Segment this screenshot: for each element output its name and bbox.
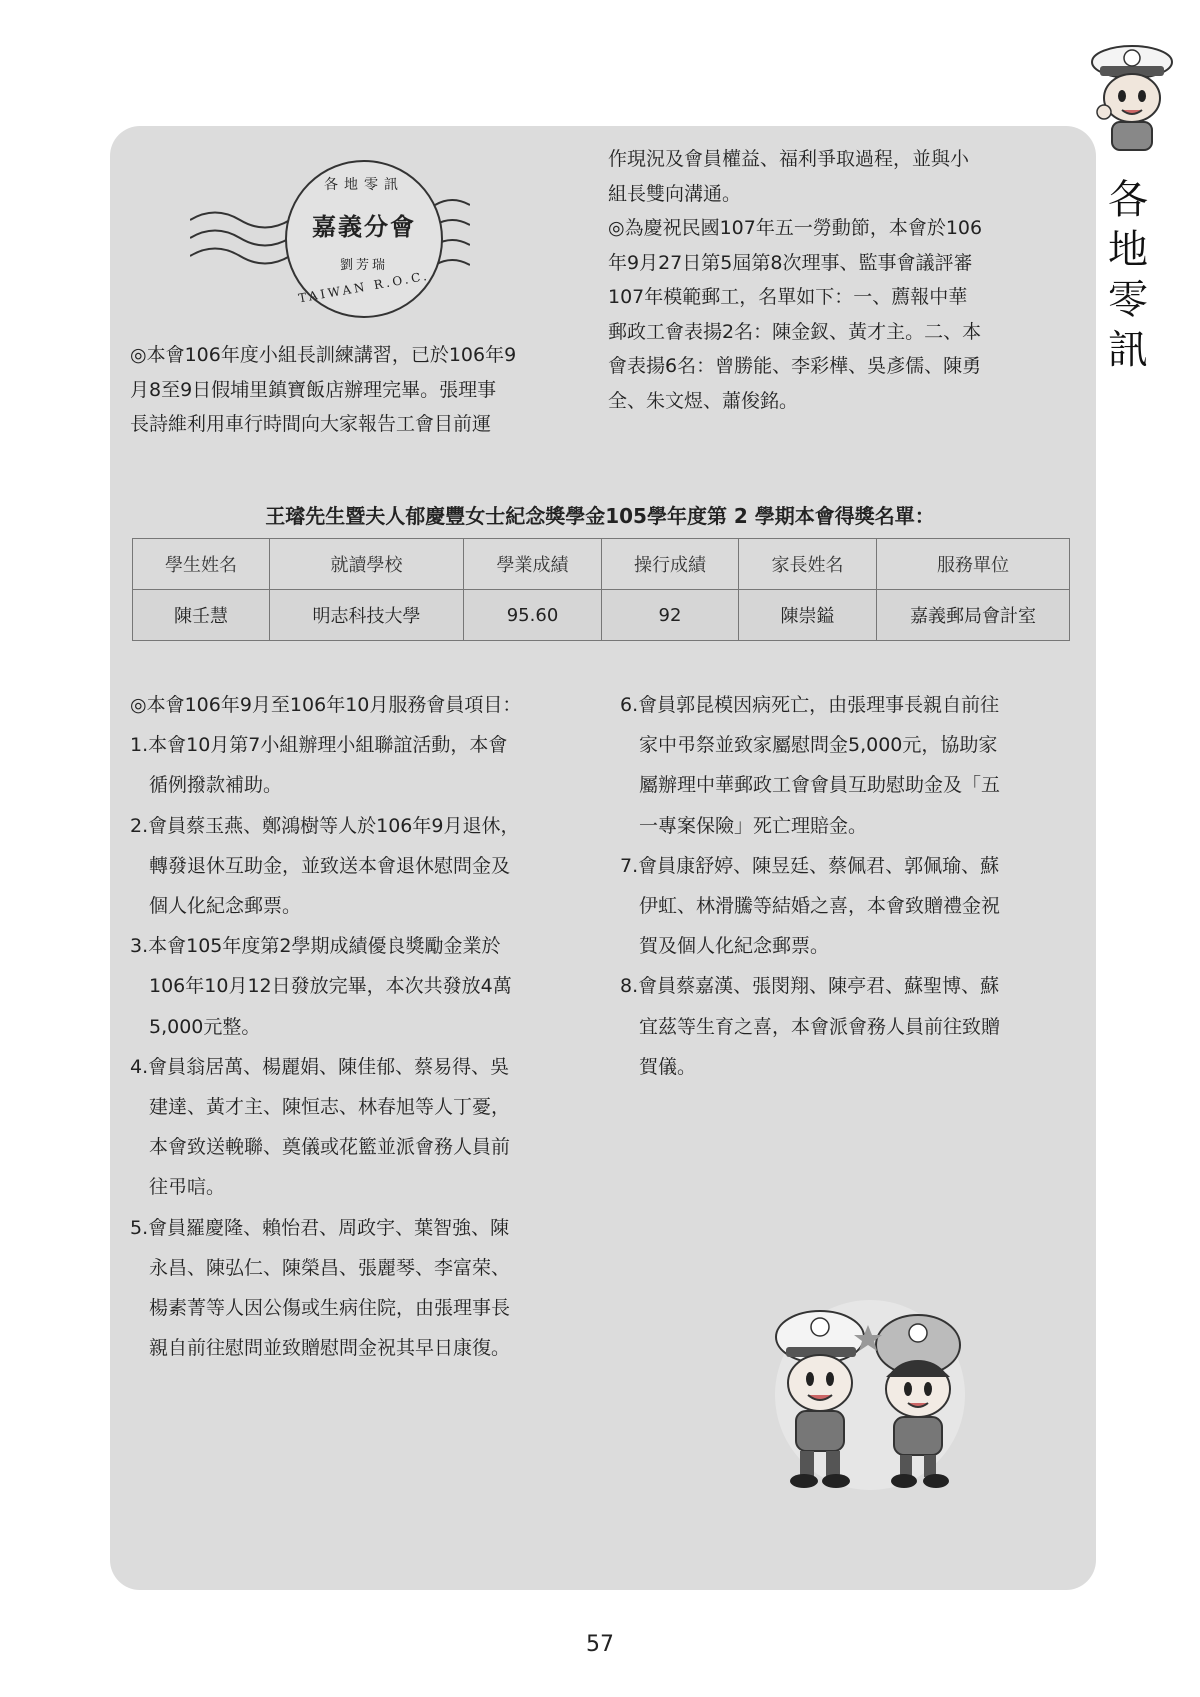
table-cell: 95.60 (464, 590, 602, 641)
text-line: 年9月27日第5屆第8次理事、監事會議評審 (608, 251, 973, 274)
text-line: 個人化紀念郵票。 (130, 895, 302, 918)
table-header-cell: 學業成績 (464, 539, 602, 590)
section-title-vertical (1098, 175, 1158, 375)
table-header-cell: 學生姓名 (133, 539, 270, 590)
text-line: 宜茲等生育之喜，本會派會務人員前往致贈 (620, 1015, 1001, 1038)
text-line: 轉發退休互助金，並致送本會退休慰問金及 (130, 854, 511, 877)
text-line: 4.會員翁居萬、楊麗娟、陳佳郁、蔡易得、吳 (130, 1055, 510, 1078)
table-row (133, 590, 1070, 641)
text-line: 5.會員羅慶隆、賴怡君、周政宇、葉智強、陳 (130, 1216, 510, 1239)
table-header-cell: 家長姓名 (739, 539, 877, 590)
text-line: ◎為慶祝民國107年五一勞動節，本會於106 (608, 217, 983, 239)
postmark-header: 各地零訊 (324, 177, 404, 193)
text-line: 7.會員康舒婷、陳昱廷、蔡佩君、郭佩瑜、蘇 (620, 854, 1000, 877)
table-header-row (133, 539, 1070, 590)
mascot-postman-icon (1082, 40, 1182, 158)
section-title-char: 訊 (1108, 327, 1148, 373)
text-line: 賀及個人化紀念郵票。 (620, 935, 830, 958)
text-line: ◎本會106年度小組長訓練講習，已於106年9 (130, 344, 517, 366)
text-line: 8.會員蔡嘉漢、張閔翔、陳亭君、蘇聖博、蘇 (620, 975, 1000, 998)
text-line: 月8至9日假埔里鎮寶飯店辦理完畢。張理事 (130, 378, 497, 401)
services-list-left (130, 685, 521, 1368)
text-line: 一專案保險」死亡理賠金。 (620, 814, 868, 837)
services-list-right (620, 685, 1000, 1087)
postmark-country: TAIWAN R.O.C. (297, 268, 431, 306)
text-line: 107年模範郵工，名單如下：一、薦報中華 (608, 286, 968, 308)
scholarship-table (132, 538, 1070, 641)
table-header-cell: 就讀學校 (270, 539, 464, 590)
text-line: 親自前往慰問並致贈慰問金祝其早日康復。 (130, 1337, 511, 1360)
text-line: 6.會員郭昆模因病死亡，由張理事長親自前往 (620, 694, 1000, 716)
text-line: 長詩維利用車行時間向大家報告工會目前運 (130, 413, 492, 435)
section-title-char: 零 (1108, 277, 1148, 323)
text-line: 家中弔祭並致家屬慰問金5,000元，協助家 (620, 734, 998, 757)
mascots-pair-icon (740, 1285, 1000, 1505)
section-title-char: 地 (1108, 227, 1148, 273)
text-line: ◎本會106年9月至106年10月服務會員項目： (130, 694, 522, 716)
text-line: 循例撥款補助。 (130, 774, 283, 797)
branch-postmark-stamp (190, 150, 470, 340)
intro-paragraph-left (130, 338, 516, 442)
text-line: 往弔唁。 (130, 1176, 226, 1199)
text-line: 作現況及會員權益、福利爭取過程，並與小 (608, 148, 970, 170)
table-cell: 嘉義郵局會計室 (877, 590, 1070, 641)
text-line: 組長雙向溝通。 (608, 182, 742, 205)
table-header-cell: 服務單位 (877, 539, 1070, 590)
text-line: 郵政工會表揚2名：陳金釵、黃才主。二、本 (608, 320, 982, 343)
table-header-cell: 操行成績 (602, 539, 739, 590)
text-line: 2.會員蔡玉燕、鄭鴻樹等人於106年9月退休， (130, 814, 520, 837)
text-line: 賀儀。 (620, 1055, 697, 1078)
text-line: 本會致送輓聯、奠儀或花籃並派會務人員前 (130, 1136, 511, 1159)
table-cell: 明志科技大學 (270, 590, 464, 641)
text-line: 會表揚6名：曾勝能、李彩樺、吳彥儒、陳勇 (608, 355, 982, 377)
text-line: 106年10月12日發放完畢，本次共發放4萬 (130, 975, 512, 998)
text-line: 屬辦理中華郵政工會會員互助慰助金及「五 (620, 774, 1001, 797)
postmark-circle (285, 160, 443, 318)
section-title-char: 各 (1108, 177, 1148, 223)
text-line: 建達、黃才主、陳恒志、林春旭等人丁憂， (130, 1096, 511, 1119)
author-name: 劉芳瑞 (339, 258, 388, 273)
table-cell: 陳崇鎰 (739, 590, 877, 641)
text-line: 5,000元整。 (130, 1015, 261, 1038)
text-line: 1.本會10月第7小組辦理小組聯誼活動，本會 (130, 734, 508, 757)
scholarship-title: 王璿先生暨夫人郁慶豐女士紀念獎學金105學年度第 2 學期本會得獎名單： (265, 504, 935, 528)
text-line: 全、朱文煜、蕭俊銘。 (608, 389, 799, 412)
page-number: 57 (586, 1632, 614, 1657)
table-cell: 92 (602, 590, 739, 641)
text-line: 永昌、陳弘仁、陳榮昌、張麗琴、李富荣、 (130, 1256, 511, 1279)
intro-paragraph-right (608, 142, 982, 418)
text-line: 楊素菁等人因公傷或生病住院，由張理事長 (130, 1297, 511, 1320)
branch-name: 嘉義分會 (312, 213, 416, 241)
text-line: 3.本會105年度第2學期成績優良獎勵金業於 (130, 935, 501, 958)
text-line: 伊虹、林滑騰等結婚之喜，本會致贈禮金祝 (620, 895, 1001, 918)
table-cell: 陳壬慧 (133, 590, 270, 641)
